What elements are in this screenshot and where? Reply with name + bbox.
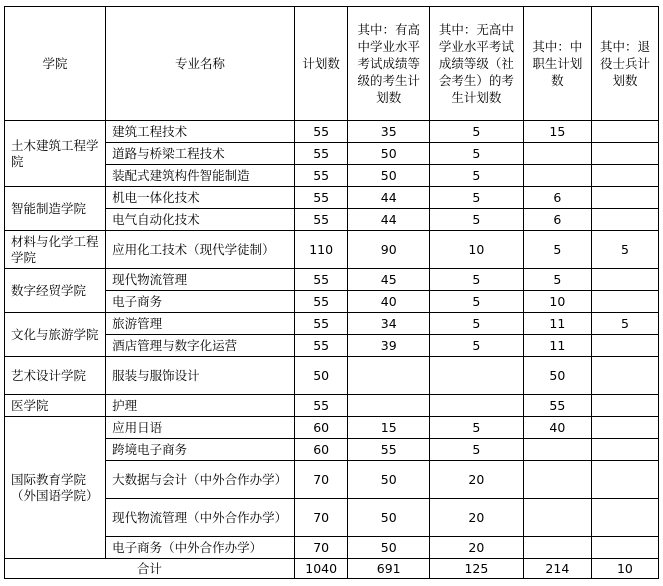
college-cell: 材料与化学工程学院: [5, 231, 106, 269]
without-grade-cell: 5: [429, 165, 523, 187]
major-cell: 现代物流管理: [106, 269, 295, 291]
college-cell: 艺术设计学院: [5, 357, 106, 395]
without-grade-cell: 5: [429, 439, 523, 461]
veteran-cell: [591, 209, 658, 231]
veteran-cell: [591, 395, 658, 417]
table-row: [5, 395, 659, 417]
college-cell: 国际教育学院（外国语学院）: [5, 417, 106, 559]
with-grade-cell: 15: [348, 417, 429, 439]
major-cell: 电子商务（中外合作办学）: [106, 537, 295, 559]
major-cell: 现代物流管理（中外合作办学）: [106, 499, 295, 537]
without-grade-cell: 5: [429, 313, 523, 335]
plan-cell: 55: [294, 395, 348, 417]
plan-cell: 55: [294, 143, 348, 165]
veteran-cell: [591, 187, 658, 209]
with-grade-cell: 50: [348, 143, 429, 165]
plan-cell: 110: [294, 231, 348, 269]
table-body: [5, 121, 659, 579]
without-grade-cell: [429, 395, 523, 417]
vocational-cell: 15: [523, 121, 591, 143]
without-grade-cell: 5: [429, 269, 523, 291]
major-cell: 酒店管理与数字化运营: [106, 335, 295, 357]
major-cell: 电子商务: [106, 291, 295, 313]
header-vocational: 其中：中职生计划数: [523, 7, 591, 121]
college-cell: 数字经贸学院: [5, 269, 106, 313]
vocational-cell: 6: [523, 209, 591, 231]
total-vocational-cell: 214: [523, 559, 591, 579]
major-cell: 机电一体化技术: [106, 187, 295, 209]
header-row: [5, 7, 659, 121]
veteran-cell: [591, 499, 658, 537]
vocational-cell: [523, 143, 591, 165]
without-grade-cell: 5: [429, 121, 523, 143]
plan-cell: 55: [294, 269, 348, 291]
without-grade-cell: 20: [429, 461, 523, 499]
without-grade-cell: 10: [429, 231, 523, 269]
veteran-cell: [591, 291, 658, 313]
vocational-cell: 40: [523, 417, 591, 439]
with-grade-cell: 50: [348, 165, 429, 187]
vocational-cell: [523, 461, 591, 499]
veteran-cell: [591, 121, 658, 143]
plan-cell: 55: [294, 313, 348, 335]
major-cell: 建筑工程技术: [106, 121, 295, 143]
with-grade-cell: 34: [348, 313, 429, 335]
major-cell: 服装与服饰设计: [106, 357, 295, 395]
with-grade-cell: 90: [348, 231, 429, 269]
plan-cell: 70: [294, 461, 348, 499]
major-cell: 应用化工技术（现代学徒制）: [106, 231, 295, 269]
plan-cell: 60: [294, 417, 348, 439]
table-row: [5, 187, 659, 209]
total-without-grade-cell: 125: [429, 559, 523, 579]
with-grade-cell: 44: [348, 209, 429, 231]
major-cell: 旅游管理: [106, 313, 295, 335]
major-cell: 装配式建筑构件智能制造: [106, 165, 295, 187]
total-plan-cell: 1040: [294, 559, 348, 579]
without-grade-cell: 5: [429, 335, 523, 357]
without-grade-cell: 20: [429, 537, 523, 559]
major-cell: 应用日语: [106, 417, 295, 439]
with-grade-cell: [348, 357, 429, 395]
college-cell: 医学院: [5, 395, 106, 417]
with-grade-cell: 50: [348, 461, 429, 499]
plan-cell: 50: [294, 357, 348, 395]
vocational-cell: [523, 537, 591, 559]
header-veteran: 其中：退役士兵计划数: [591, 7, 658, 121]
plan-cell: 55: [294, 121, 348, 143]
without-grade-cell: 5: [429, 291, 523, 313]
total-row: [5, 559, 659, 579]
header-without-grade: 其中：无高中学业水平考试成绩等级（社会考生）的考生计划数: [429, 7, 523, 121]
without-grade-cell: 20: [429, 499, 523, 537]
without-grade-cell: 5: [429, 143, 523, 165]
major-cell: 道路与桥梁工程技术: [106, 143, 295, 165]
college-cell: 土木建筑工程学院: [5, 121, 106, 187]
total-with-grade-cell: 691: [348, 559, 429, 579]
major-cell: 大数据与会计（中外合作办学）: [106, 461, 295, 499]
veteran-cell: 5: [591, 231, 658, 269]
without-grade-cell: 5: [429, 187, 523, 209]
veteran-cell: [591, 417, 658, 439]
vocational-cell: 55: [523, 395, 591, 417]
veteran-cell: [591, 461, 658, 499]
college-cell: 智能制造学院: [5, 187, 106, 231]
header-with-grade: 其中：有高中学业水平考试成绩等级的考生计划数: [348, 7, 429, 121]
plan-cell: 55: [294, 187, 348, 209]
college-cell: 文化与旅游学院: [5, 313, 106, 357]
table-row: [5, 313, 659, 335]
vocational-cell: 5: [523, 231, 591, 269]
with-grade-cell: 35: [348, 121, 429, 143]
table-row: [5, 231, 659, 269]
major-cell: 跨境电子商务: [106, 439, 295, 461]
vocational-cell: 11: [523, 313, 591, 335]
with-grade-cell: 40: [348, 291, 429, 313]
header-plan: 计划数: [294, 7, 348, 121]
table-row: [5, 269, 659, 291]
plan-cell: 55: [294, 291, 348, 313]
header-major: 专业名称: [106, 7, 295, 121]
total-label: 合计: [5, 559, 295, 579]
with-grade-cell: 44: [348, 187, 429, 209]
table-row: [5, 417, 659, 439]
vocational-cell: 11: [523, 335, 591, 357]
veteran-cell: [591, 439, 658, 461]
without-grade-cell: [429, 357, 523, 395]
veteran-cell: [591, 165, 658, 187]
vocational-cell: [523, 499, 591, 537]
plan-cell: 55: [294, 165, 348, 187]
table-row: [5, 121, 659, 143]
major-cell: 护理: [106, 395, 295, 417]
plan-cell: 60: [294, 439, 348, 461]
table-row: [5, 357, 659, 395]
plan-cell: 55: [294, 335, 348, 357]
veteran-cell: [591, 335, 658, 357]
vocational-cell: 50: [523, 357, 591, 395]
veteran-cell: 5: [591, 313, 658, 335]
without-grade-cell: 5: [429, 417, 523, 439]
with-grade-cell: 50: [348, 499, 429, 537]
with-grade-cell: [348, 395, 429, 417]
vocational-cell: 5: [523, 269, 591, 291]
total-veteran-cell: 10: [591, 559, 658, 579]
major-cell: 电气自动化技术: [106, 209, 295, 231]
veteran-cell: [591, 269, 658, 291]
veteran-cell: [591, 537, 658, 559]
vocational-cell: [523, 165, 591, 187]
header-college: 学院: [5, 7, 106, 121]
without-grade-cell: 5: [429, 209, 523, 231]
veteran-cell: [591, 143, 658, 165]
enrollment-plan-table: [4, 6, 659, 579]
veteran-cell: [591, 357, 658, 395]
plan-cell: 70: [294, 499, 348, 537]
with-grade-cell: 39: [348, 335, 429, 357]
vocational-cell: [523, 439, 591, 461]
vocational-cell: 10: [523, 291, 591, 313]
with-grade-cell: 55: [348, 439, 429, 461]
plan-cell: 55: [294, 209, 348, 231]
plan-cell: 70: [294, 537, 348, 559]
with-grade-cell: 50: [348, 537, 429, 559]
vocational-cell: 6: [523, 187, 591, 209]
with-grade-cell: 45: [348, 269, 429, 291]
